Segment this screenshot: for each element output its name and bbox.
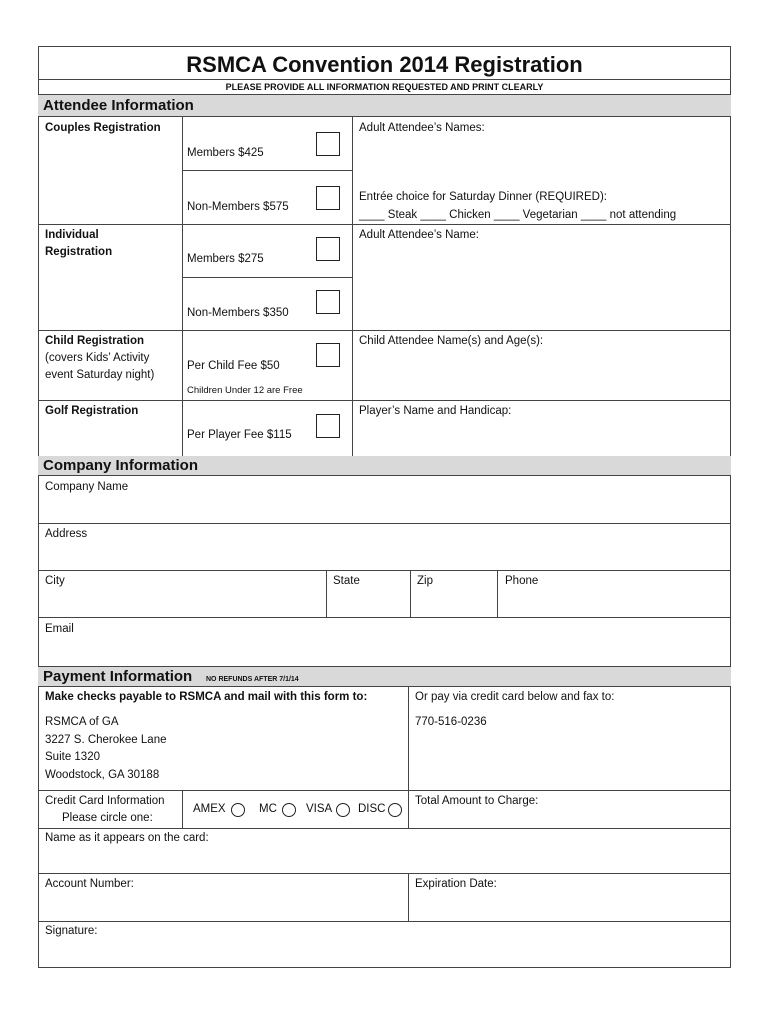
company-name-field[interactable]: Company Name — [45, 481, 129, 493]
card-type-amex[interactable]: AMEX — [193, 803, 226, 815]
adult-attendee-name-label: Adult Attendee’s Name: — [359, 229, 479, 241]
card-type-visa[interactable]: VISA — [306, 803, 333, 815]
couples-members-checkbox[interactable] — [316, 132, 340, 156]
form-title: RSMCA Convention 2014 Registration — [186, 52, 583, 77]
couples-registration-label: Couples Registration — [45, 122, 161, 134]
entree-choice-label: Entrée choice for Saturday Dinner (REQUIRED): — [359, 191, 607, 203]
make-checks-payable-label: Make checks payable to RSMCA and mail with this form to: — [45, 691, 368, 703]
divider — [182, 790, 183, 828]
mc-circle-icon[interactable] — [282, 803, 296, 817]
divider — [182, 116, 183, 456]
adult-attendees-names-label: Adult Attendee’s Names: — [359, 122, 485, 134]
card-type-disc[interactable]: DISC — [358, 803, 386, 815]
payment-section-heading: Payment Information — [43, 668, 193, 685]
signature-field[interactable]: Signature: — [45, 925, 98, 937]
city-field[interactable]: City — [45, 575, 65, 587]
zip-field[interactable]: Zip — [417, 575, 433, 587]
card-type-mc[interactable]: MC — [259, 803, 277, 815]
mailing-address-line2: 3227 S. Cherokee Lane — [45, 734, 167, 746]
divider — [38, 330, 731, 331]
divider — [38, 116, 731, 117]
fax-payment-label: Or pay via credit card below and fax to: — [415, 691, 615, 703]
refund-note: NO REFUNDS AFTER 7/1/14 — [206, 676, 299, 683]
divider — [182, 170, 352, 171]
individual-members-price: Members $275 — [187, 253, 264, 265]
state-field[interactable]: State — [333, 575, 360, 587]
mailing-address-line4: Woodstock, GA 30188 — [45, 769, 160, 781]
divider — [352, 116, 353, 456]
mailing-address-line3: Suite 1320 — [45, 751, 100, 763]
address-field[interactable]: Address — [45, 528, 88, 540]
child-free-note: Children Under 12 are Free — [187, 385, 303, 396]
golf-fee-price: Per Player Fee $115 — [187, 429, 292, 441]
individual-nonmembers-price: Non-Members $350 — [187, 307, 289, 319]
company-section-heading: Company Information — [43, 457, 199, 474]
circle-one-label: Please circle one: — [62, 812, 153, 824]
divider — [497, 570, 498, 617]
phone-field[interactable]: Phone — [505, 575, 539, 587]
couples-members-price: Members $425 — [187, 147, 264, 159]
golf-registration-label: Golf Registration — [45, 405, 139, 417]
form-subtitle: PLEASE PROVIDE ALL INFORMATION REQUESTED AND PRINT CLEARLY — [225, 82, 544, 92]
divider — [182, 277, 352, 278]
email-field[interactable]: Email — [45, 623, 74, 635]
couples-nonmembers-checkbox[interactable] — [316, 186, 340, 210]
child-registration-note-line1: (covers Kids’ Activity — [45, 352, 150, 364]
player-name-handicap-label: Player’s Name and Handicap: — [359, 405, 512, 417]
divider — [38, 94, 731, 95]
divider — [38, 400, 731, 401]
divider — [38, 790, 731, 791]
divider — [38, 475, 731, 476]
cardholder-name-field[interactable]: Name as it appears on the card: — [45, 832, 209, 844]
form-border — [38, 46, 731, 968]
divider — [38, 224, 731, 225]
fax-number: 770-516-0236 — [415, 716, 487, 728]
credit-card-info-label: Credit Card Information — [45, 795, 165, 807]
divider — [410, 570, 411, 617]
divider — [408, 686, 409, 828]
divider — [38, 617, 731, 618]
divider — [38, 570, 731, 571]
golf-fee-checkbox[interactable] — [316, 414, 340, 438]
disc-circle-icon[interactable] — [388, 803, 402, 817]
expiration-date-field[interactable]: Expiration Date: — [415, 878, 497, 890]
individual-registration-label-line2: Registration — [45, 246, 113, 258]
individual-registration-label-line1: Individual — [45, 229, 99, 241]
visa-circle-icon[interactable] — [336, 803, 350, 817]
child-fee-checkbox[interactable] — [316, 343, 340, 367]
divider — [326, 570, 327, 617]
divider — [38, 79, 731, 80]
mailing-address-line1: RSMCA of GA — [45, 716, 119, 728]
couples-nonmembers-price: Non-Members $575 — [187, 201, 289, 213]
amex-circle-icon[interactable] — [231, 803, 245, 817]
child-registration-label: Child Registration — [45, 335, 145, 347]
divider — [38, 523, 731, 524]
child-attendee-names-label: Child Attendee Name(s) and Age(s): — [359, 335, 544, 347]
divider — [38, 666, 731, 667]
divider — [408, 873, 409, 921]
child-registration-note-line2: event Saturday night) — [45, 369, 155, 381]
entree-choice-options[interactable]: ____ Steak ____ Chicken ____ Vegetarian ____ not attending — [359, 209, 677, 221]
child-fee-price: Per Child Fee $50 — [187, 360, 280, 372]
individual-nonmembers-checkbox[interactable] — [316, 290, 340, 314]
attendee-section-heading: Attendee Information — [43, 97, 194, 114]
divider — [38, 873, 731, 874]
registration-form — [38, 46, 731, 968]
individual-members-checkbox[interactable] — [316, 237, 340, 261]
total-amount-field[interactable]: Total Amount to Charge: — [415, 795, 539, 807]
divider — [38, 828, 731, 829]
divider — [38, 921, 731, 922]
divider — [38, 686, 731, 687]
account-number-field[interactable]: Account Number: — [45, 878, 134, 890]
